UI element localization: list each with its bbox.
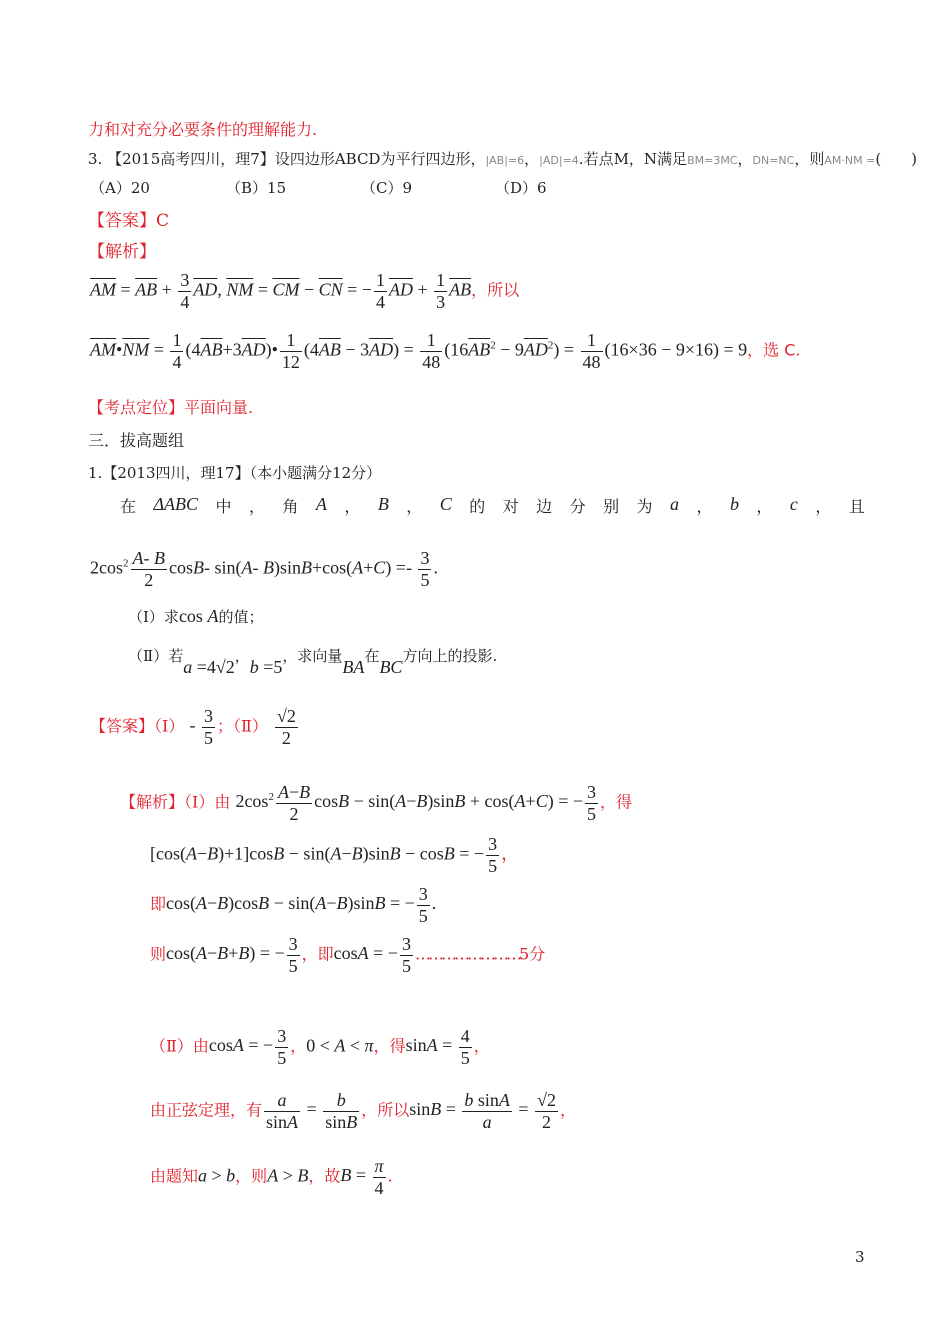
q1-stem-char: ， (344, 497, 361, 516)
q3-option-a: （A）20 (90, 179, 150, 197)
q1-stem-char: B (377, 494, 389, 514)
q1-analysis-2: [cos(A−B)+1]cosB − sin(A−B)sinB − cosB = − $\frac{3}{5}$ ， (150, 834, 520, 876)
q3-analysis-label: 【解析】 (88, 242, 156, 262)
q3-option-c: （C）9 (361, 179, 413, 197)
q3-tiny-ad: |AD|=4 (539, 154, 579, 167)
q1-analysis-part1-label: （Ⅰ）由 (184, 792, 231, 812)
q1-part1: （Ⅰ）求cos A的值； (128, 606, 264, 626)
q1-analysis-6: 由正弦定理，有 $\frac{a}{\sin A}$ = $\frac{b}{\sin B}$ ，所以sinB = $\frac{\text{b sinA}}{a}$ = $\frac{√2}{2}$ ， (150, 1090, 576, 1132)
q3-answer-label: 【答案】 (88, 211, 156, 231)
q1-answer-sep: ； (216, 716, 233, 736)
q1-stem-char: 在 (120, 497, 137, 516)
q3-formula-1: $\overline{AM} = \overline{AB}$ + $\frac{3}{4}$ $\overline{AD}$, $\overline{NM} = \overline{CM} - \overline{CN}$ = − $\frac{1}{4}$ $\overline{AD}$ + $\frac{1}{3}$ $\overline{AB}$，所以 (90, 270, 520, 312)
q1-source: 【2013四川，理17】 (102, 464, 250, 482)
q1-analysis-1: 【解析】（Ⅰ）由 $2\cos^2$ $\frac{A-B}{2}$ cosB − sin(A−B)sinB + cos(A+C) = − $\frac{3}{5}$ ，得 (120, 782, 633, 824)
q1-analysis-4: 则cos(A−B+B) = − $\frac{3}{5}$ ，即cosA = − $\frac{3}{5}$ ……………………5分 (150, 934, 546, 976)
q1-note: （本小题满分12分） (249, 464, 382, 482)
q1-analysis-part2-label: （Ⅱ）由 (150, 1036, 209, 1056)
q3-line2-tail: ，选 C. (747, 340, 801, 360)
q3-source: 【2015高考四川，理7】 (107, 150, 275, 168)
q3-point (88, 395, 253, 418)
q1-analysis-sine-rule: 由正弦定理，有 (150, 1100, 263, 1120)
q1-analysis-tz: 由题知 (150, 1166, 199, 1186)
q1-analysis-de2: ，得 (373, 1036, 406, 1056)
q1-part2: （Ⅱ）若a =4√2，b =5，求向量BA在BC方向上的投影. (128, 647, 498, 677)
q1-analysis-mid: ， (290, 1036, 307, 1056)
q1-stem-char: ， (406, 497, 423, 516)
q1-part1-label: （Ⅰ）求 (128, 608, 179, 626)
q3-tiny-ab: |AB|=6 (485, 154, 525, 167)
q3-answer (88, 206, 169, 231)
q3-line1-tail: ，所以 (471, 280, 520, 300)
q3-stem-text: 设四边形ABCD为平行四边形， (274, 150, 486, 168)
q1-analysis-5: （Ⅱ）由cosA = − $\frac{3}{5}$ ，0 < A < π，得sinA = $\frac{4}{5}$ ， (150, 1026, 490, 1068)
q3-option-d: （D）6 (495, 179, 547, 197)
q1-part2-mid: ，求向量 (282, 647, 343, 665)
q1-analysis-score: 5分 (518, 944, 546, 964)
q1-stem-char: A (315, 494, 327, 514)
q1-stem-char: ， (815, 497, 832, 516)
q1-answer-label: 【答案】 (90, 716, 155, 736)
q1-analysis-period: . (387, 1166, 393, 1186)
q1-analysis-comma2: ， (473, 1036, 490, 1056)
q1-analysis-3: 即cos(A−B)cosB − sin(A−B)sinB = − $\frac{3}{5}$ . (150, 884, 437, 926)
q1-answer-part2: （Ⅱ） (232, 716, 268, 736)
q1-stem-char: 角 (282, 497, 299, 516)
q1-analysis-suoyi: ，所以 (361, 1100, 410, 1120)
q3-point-label: 【考点定位】 (88, 398, 185, 417)
q1-stem-char: b (729, 494, 739, 514)
q1-analysis-ji: 即 (150, 894, 167, 914)
q1-stem-char: ， (248, 497, 265, 516)
q1-part2-in: 在 (364, 647, 380, 665)
q1-analysis-comma3: ， (559, 1100, 576, 1120)
q1-analysis-gu: ，故 (308, 1166, 341, 1186)
q3-stem-text3: ，则 (794, 150, 825, 168)
q1-stem-char: 为 (636, 497, 653, 516)
q3-paren: ( ) (875, 150, 918, 168)
q1-answer-part1: （Ⅰ） (154, 716, 185, 736)
q1-analysis-de: ，得 (600, 792, 633, 812)
q1-stem-char: a (670, 494, 680, 514)
q1-stem-char: 中 (215, 497, 232, 516)
section-title: 三．拔高题组 (88, 431, 185, 450)
q1-stem (120, 494, 865, 517)
q3-answer-value: C (156, 211, 170, 231)
q3-stem-text2: .若点M，N满足 (578, 150, 688, 168)
q3-stem: 3. 【2015高考四川，理7】设四边形ABCD为平行四边形，|AB|=6，|AD|=4.若点M，N满足BM=3MC，DN=NC，则AM·NM =( ) (88, 150, 918, 168)
q1-analysis-ze2: ，则 (235, 1166, 268, 1186)
q1-analysis-ze: 则 (150, 944, 167, 964)
q3-option-b: （B）15 (226, 179, 287, 197)
q3-tiny-dn: DN=NC (752, 154, 795, 167)
q1-analysis-ji2: ，即 (301, 944, 334, 964)
q1-part2-label: （Ⅱ）若 (128, 647, 184, 665)
q1-stem-char: 对 (502, 497, 519, 516)
q1-stem-char: ， (756, 497, 773, 516)
q1-analysis-comma: ， (501, 843, 520, 865)
q1-stem-char: 的 (469, 497, 486, 516)
q1-stem-char: C (439, 494, 452, 514)
q3-point-value: 平面向量. (184, 398, 254, 417)
q1-analysis-label: 【解析】 (120, 792, 185, 812)
q1-stem-char: c (789, 494, 798, 514)
q1-stem-char: 分 (569, 497, 586, 516)
q1-stem-char: 且 (848, 497, 865, 516)
q1-number: 1. (88, 464, 103, 482)
q3-formula-2: $\overline{AM}•\overline{NM}$ = $\frac{1}{4}$ $(4\overline{AB}+3\overline{AD})•$ $\frac{1}{12}$ $(4\overline{AB} - 3\overline{AD})$ = $\frac{1}{48}$ $(16\overline{AB}^2 - 9\overline{AD}^2)$ = $\frac{1}{48}$ (16×36 − 9×16) = 9，选 C. (90, 330, 801, 372)
page-number: 3 (855, 1248, 865, 1266)
q1-analysis-dots: …………………… (414, 944, 519, 964)
q1-answer: 【答案】（Ⅰ） - $\frac{3}{5}$ ；（Ⅱ） $\frac{√2}{2}$ (90, 706, 296, 748)
q1-stem-char: ΔABC (153, 494, 199, 514)
intro-line: 力和对充分必要条件的理解能力. (88, 120, 318, 139)
q1-stem-char: 边 (536, 497, 553, 516)
q3-tiny-bm: BM=3MC (687, 154, 738, 167)
q1-header (88, 462, 381, 483)
q1-analysis-7: 由题知a > b，则A > B，故B = $\frac{\pi}{4}$ . (150, 1156, 393, 1198)
q3-number: 3. (88, 150, 103, 168)
q1-part1-tail: 的值； (218, 608, 264, 626)
q1-stem-char: ， (696, 497, 713, 516)
q1-part2-tail: 方向上的投影. (402, 647, 498, 665)
q1-stem-char: 别 (603, 497, 620, 516)
q1-equation: $2\cos^2$ $\frac{A- B}{2}$ cosB- sin(A- B)sinB+cos(A+C) =- $\frac{3}{5}$ . (90, 548, 438, 590)
q3-tiny-product: AM·NM = (824, 154, 876, 167)
